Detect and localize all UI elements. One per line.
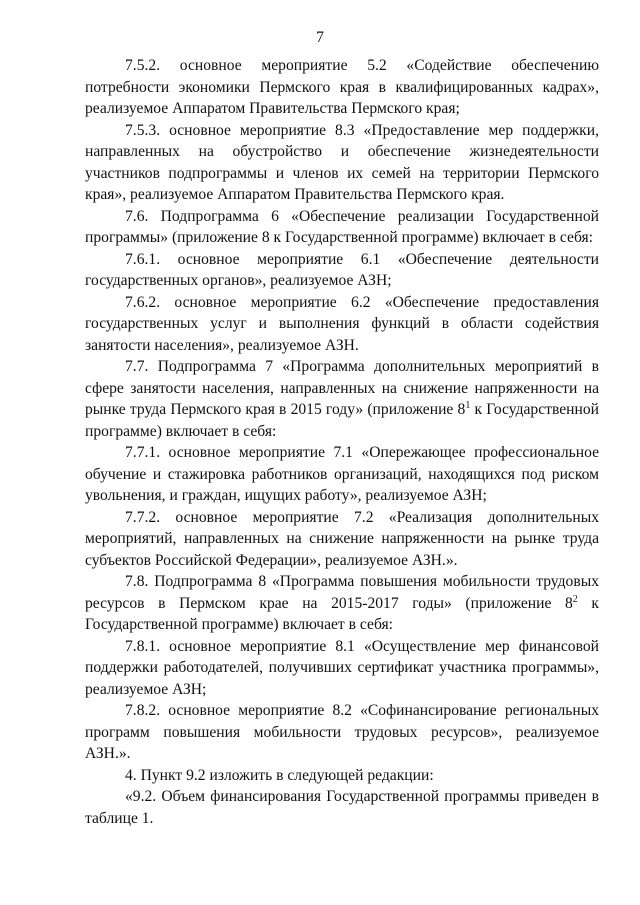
paragraph-7-7-text-end: к Государственной программе) включает в себя: [85,401,599,440]
paragraph-7-7-text: 7.7. Подпрограмма 7 «Программа дополнительных мероприятий в сфере занятости населения, направленных на снижение напряженности на рынке труда Пермского края в 2015 году» (приложение 8 [85,358,599,418]
footnote-mark-1: 1 [465,400,471,411]
paragraph-7-6: 7.6. Подпрограмма 6 «Обеспечение реализации Государственной программы» (приложение 8 к Государственной программе) включает в себя: [85,207,599,246]
paragraph-9-2: «9.2. Объем финансирования Государственной программы приведен в таблице 1. [85,788,599,827]
paragraph-item-4: 4. Пункт 9.2 изложить в следующей редакции: [125,766,434,784]
paragraph-7-8-text-end: к Государственной программе) включает в себя: [85,594,599,633]
paragraph-7-5-2: 7.5.2. основное мероприятие 5.2 «Содействие обеспечению потребности экономики Пермского края в квалифицированных кадрах», реализуемое Аппаратом Правительства Пермского края; [85,57,599,117]
paragraph-7-7-1: 7.7.1. основное мероприятие 7.1 «Опережающее профессиональное обучение и стажировка работников организаций, находящихся под риском увольнения, и граждан, ищущих работу», реализуемое АЗН; [85,444,599,504]
paragraph-7-7 [85,356,599,442]
document-body [85,55,599,829]
paragraph-7-8-2: 7.8.2. основное мероприятие 8.2 «Софинансирование региональных программ повышения мобильности трудовых ресурсов», реализуемое АЗН.». [85,702,599,762]
paragraph-7-8-text: 7.8. Подпрограмма 8 «Программа повышения мобильности трудовых ресурсов в Пермском крае на 2015-2017 годы» (приложение 8 [85,573,599,612]
paragraph-7-5-3: 7.5.3. основное мероприятие 8.3 «Предоставление мер поддержки, направленных на обустройство и обеспечение жизнедеятельности участников подпрограммы и членов их семей на территории Пермского края», реализуемое Аппаратом Правительства Пермского края. [85,121,599,203]
paragraph-7-6-1: 7.6.1. основное мероприятие 6.1 «Обеспечение деятельности государственных органов», реализуемое АЗН; [85,250,599,289]
paragraph-7-6-2: 7.6.2. основное мероприятие 6.2 «Обеспечение предоставления государственных услуг и выполнения функций в области содействия занятости населения», реализуемое АЗН. [85,293,599,354]
paragraph-7-8-1: 7.8.1. основное мероприятие 8.1 «Осуществление мер финансовой поддержки работодателей, получивших сертификат участника программы», реализуемое АЗН; [85,637,599,698]
paragraph-7-8 [85,571,599,636]
paragraph-7-7-2: 7.7.2. основное мероприятие 7.2 «Реализация дополнительных мероприятий, направленных на снижение напряженности на рынке труда субъектов Российской Федерации», реализуемое АЗН.». [85,508,599,569]
footnote-mark-2: 2 [572,593,578,605]
page-number: 7 [316,29,324,46]
